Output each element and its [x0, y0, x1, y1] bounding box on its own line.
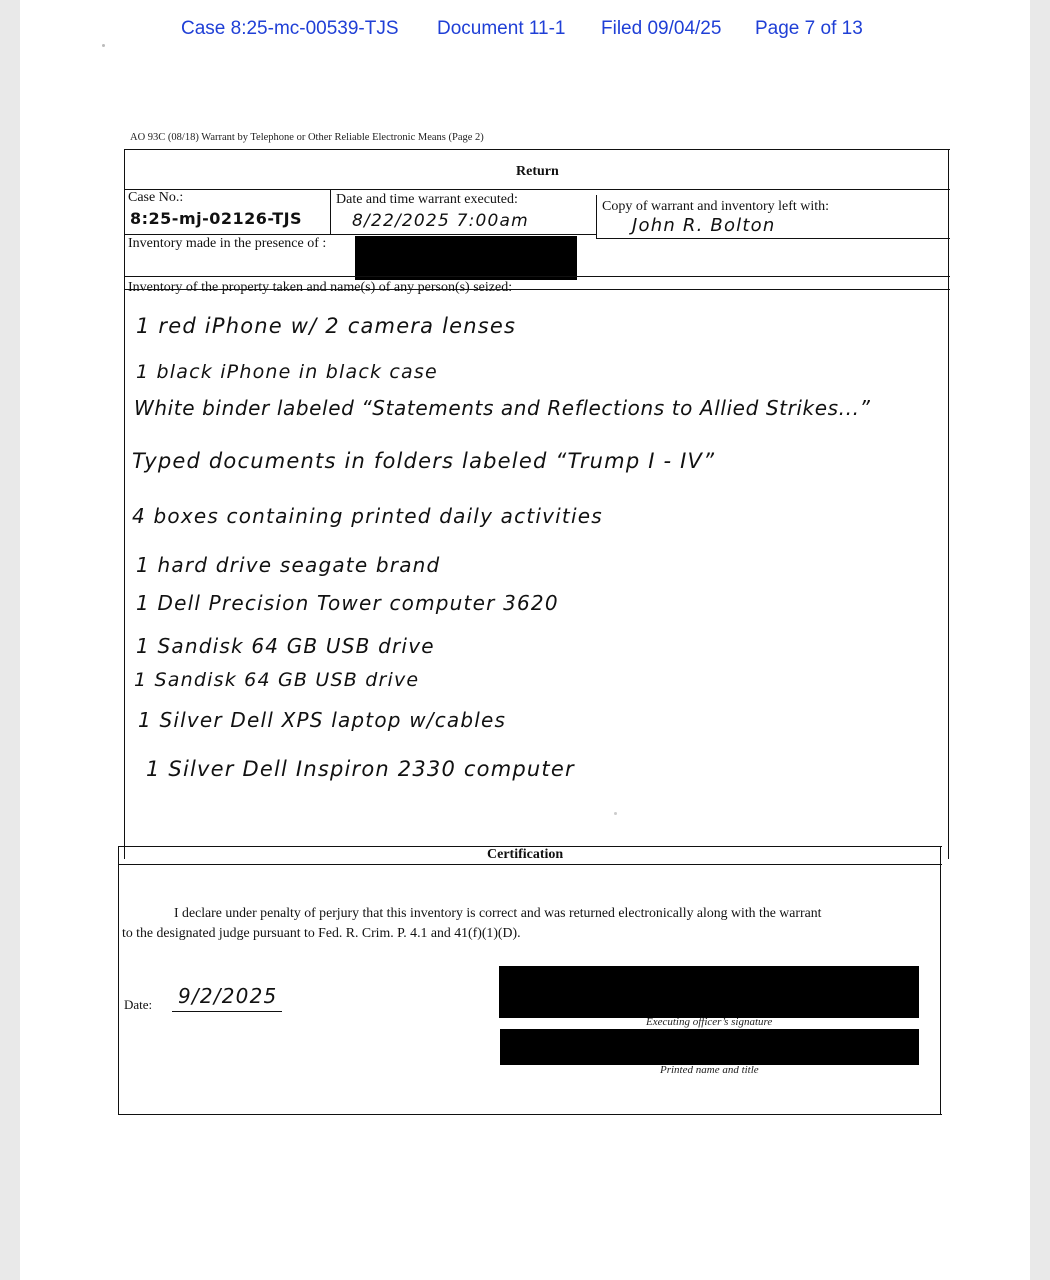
printed-name-caption: Printed name and title: [660, 1064, 759, 1076]
copy-left-value: John R. Bolton: [632, 215, 776, 236]
case-number-link[interactable]: Case 8:25-mc-00539-TJS: [181, 18, 399, 39]
return-title: Return: [516, 164, 559, 179]
inventory-item: 1 Sandisk 64 GB USB drive: [136, 634, 435, 658]
presence-label: Inventory made in the presence of :: [128, 236, 327, 251]
inventory-item: 1 Silver Dell XPS laptop w/cables: [138, 708, 507, 732]
inventory-item: 1 red iPhone w/ 2 camera lenses: [136, 314, 517, 338]
date-executed-value: 8/22/2025 7:00am: [352, 211, 529, 231]
document-page: [20, 0, 1030, 1280]
form-code: AO 93C (08/18) Warrant by Telephone or Other Reliable Electronic Means (Page 2): [130, 132, 484, 143]
inventory-item: 1 hard drive seagate brand: [136, 553, 441, 577]
signature-redaction: [499, 966, 919, 1018]
copy-left-label: Copy of warrant and inventory left with:: [602, 199, 830, 214]
certification-text-line1: I declare under penalty of perjury that this inventory is correct and was returned electronically along with the warrant: [174, 905, 822, 920]
scan-speck: [614, 812, 617, 815]
case-no-label: Case No.:: [128, 190, 184, 205]
inventory-item: 1 Sandisk 64 GB USB drive: [134, 669, 420, 691]
certification-text-line2: to the designated judge pursuant to Fed. R. Crim. P. 4.1 and 41(f)(1)(D).: [122, 925, 521, 940]
inventory-item: 1 Silver Dell Inspiron 2330 computer: [146, 757, 575, 781]
inventory-item: 1 black iPhone in black case: [136, 361, 438, 383]
scan-speck: [102, 44, 105, 47]
page-number-link[interactable]: Page 7 of 13: [755, 18, 863, 39]
printed-name-redaction: [500, 1029, 919, 1065]
inventory-item: White binder labeled “Statements and Reflections to Allied Strikes...”: [134, 396, 871, 420]
date-label: Date:: [124, 997, 153, 1012]
inventory-label: Inventory of the property taken and name(s) of any person(s) seized:: [128, 280, 513, 295]
signature-caption: Executing officer’s signature: [646, 1016, 773, 1028]
presence-redaction: [355, 236, 577, 280]
inventory-item: 1 Dell Precision Tower computer 3620: [136, 591, 559, 615]
date-executed-label: Date and time warrant executed:: [336, 192, 518, 207]
filed-date-link[interactable]: Filed 09/04/25: [601, 18, 722, 39]
document-number-link[interactable]: Document 11-1: [437, 18, 566, 39]
case-no-value: 8:25-mj-02126-TJS: [130, 209, 303, 228]
certification-title: Certification: [487, 847, 564, 862]
inventory-item: 4 boxes containing printed daily activities: [132, 504, 603, 528]
date-value: 9/2/2025: [178, 984, 278, 1008]
inventory-item: Typed documents in folders labeled “Trump I - IV”: [132, 449, 716, 473]
